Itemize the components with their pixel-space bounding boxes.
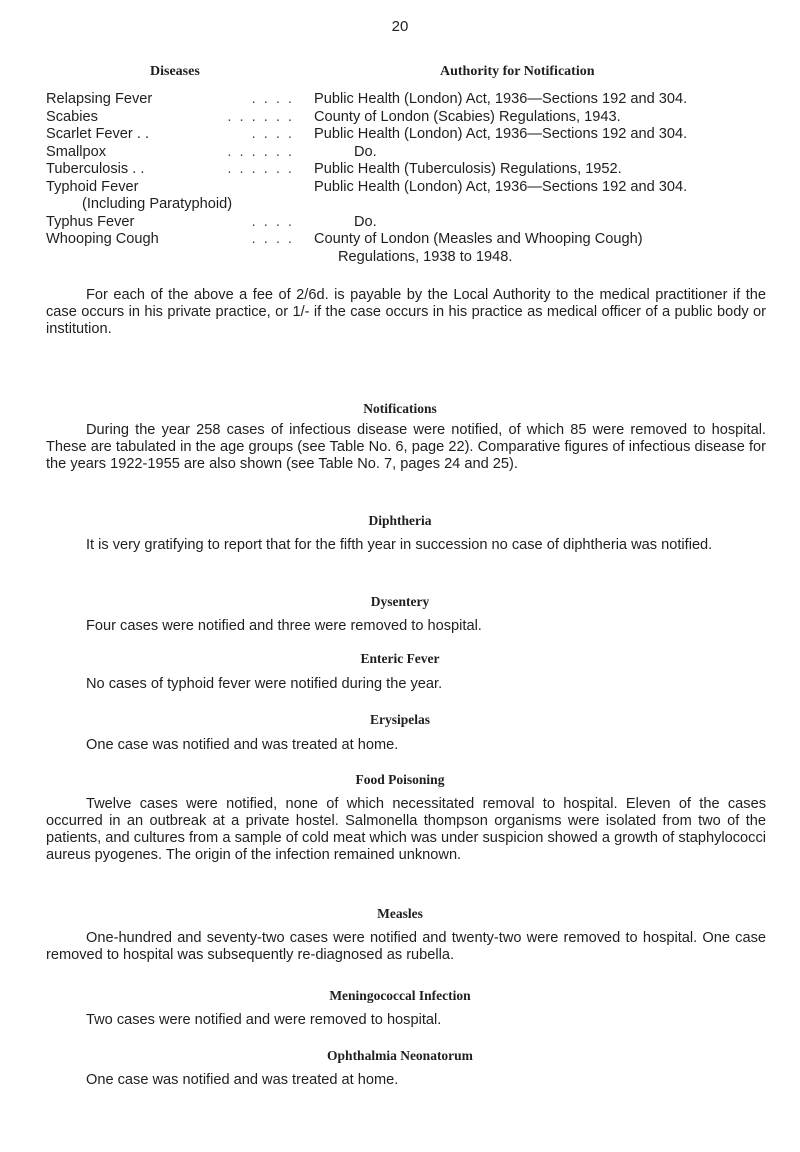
notification-table (46, 91, 772, 266)
section-text: Two cases were notified and were removed to hospital. (86, 1012, 442, 1028)
disease-name: Scabies (46, 108, 98, 125)
leader-dots: . . . . (251, 126, 294, 142)
authority-text: Do. (354, 143, 377, 160)
fee-paragraph-text: For each of the above a fee of 2/6d. is payable by the Local Authority to the medical practitioner if the case occurs in his private practice, or 1/- if the case occurs in his practice as medical officer of a public body or institution. (46, 287, 766, 337)
section-heading-food-poisoning: Food Poisoning (355, 772, 445, 787)
leader-dots: . . . . . . (227, 161, 294, 177)
table-row (46, 126, 772, 144)
section-heading-ophthalmia-neonatorum: Ophthalmia Neonatorum (327, 1048, 473, 1063)
disease-subtitle: (Including Paratyphoid) (82, 196, 233, 212)
section-heading-erysipelas: Erysipelas (369, 712, 430, 727)
authority-text: Do. (354, 213, 377, 230)
authority-text: County of London (Scabies) Regulations, 1943. (314, 108, 621, 125)
disease-name: Typhus Fever (46, 213, 135, 230)
section-body-diphtheria (46, 537, 766, 554)
leader-dots: . . . . . . (227, 143, 294, 160)
table-row (46, 214, 772, 232)
fee-paragraph (46, 287, 766, 338)
disease-name: Scarlet Fever . . (46, 126, 149, 142)
disease-name: Smallpox (46, 143, 107, 160)
authority-text: Public Health (London) Act, 1936—Sections 192 and 304. (314, 91, 688, 107)
section-body-meningococcal-infection (46, 1012, 766, 1029)
diseases-column-header: Diseases (150, 64, 200, 79)
authority-text-continued: Regulations, 1938 to 1948. (338, 248, 513, 265)
table-row (46, 109, 772, 127)
table-row (46, 91, 772, 109)
section-heading-meningococcal-infection: Meningococcal Infection (329, 988, 471, 1003)
disease-name: Typhoid Fever (46, 178, 139, 195)
leader-dots: . . . . . . (227, 108, 294, 125)
section-heading-measles: Measles (377, 906, 423, 921)
table-row (46, 161, 772, 179)
disease-name: Whooping Cough (46, 231, 159, 247)
disease-name: Tuberculosis . . (46, 161, 145, 177)
section-text: One case was notified and was treated at home. (86, 1072, 399, 1088)
authority-column-header: Authority for Notification (440, 64, 595, 79)
section-body-measles (46, 930, 766, 964)
authority-text: Public Health (Tuberculosis) Regulations, 1952. (314, 161, 622, 177)
disease-name: Relapsing Fever (46, 91, 153, 107)
section-text: One case was notified and was treated at home. (86, 737, 399, 753)
section-text: Twelve cases were notified, none of which necessitated removal to hospital. Eleven of the cases occurred in an outbreak at a private hostel. Salmonella thompson organisms were isolated from two of the patients, and cultures from a sample of cold meat which was under suspicion showed a growth of staphylococci aureus pyogenes. The origin of the infection remained unknown. (46, 796, 766, 863)
authority-text: County of London (Measles and Whooping Cough) (314, 231, 643, 247)
section-body-erysipelas (46, 737, 766, 754)
section-heading-notifications: Notifications (363, 401, 437, 416)
authority-text: Public Health (London) Act, 1936—Sections 192 and 304. (314, 126, 688, 142)
table-row (46, 179, 772, 214)
section-body-ophthalmia-neonatorum (46, 1072, 766, 1089)
leader-dots: . . . . (251, 213, 294, 230)
section-body-enteric-fever (46, 676, 766, 693)
table-row (46, 231, 772, 266)
section-heading-diphtheria: Diphtheria (368, 513, 432, 528)
section-body-food-poisoning (46, 796, 766, 864)
leader-dots: . . . . (251, 231, 294, 247)
section-text: It is very gratifying to report that for the fifth year in succession no case of diphtheria was notified. (86, 537, 713, 553)
page-number: 20 (391, 18, 409, 35)
section-text: Four cases were notified and three were removed to hospital. (86, 618, 482, 634)
section-heading-dysentery: Dysentery (370, 594, 430, 609)
section-text: During the year 258 cases of infectious disease were notified, of which 85 were removed to hospital. These are tabulated in the age groups (see Table No. 6, page 22). Comparative figures of infectious disease for the years 1922-1955 are also shown (see Table No. 7, pages 24 and 25). (46, 422, 766, 472)
leader-dots: . . . . (251, 91, 294, 107)
authority-text: Public Health (London) Act, 1936—Sections 192 and 304. (314, 178, 688, 195)
section-text: No cases of typhoid fever were notified during the year. (86, 676, 443, 692)
section-heading-enteric-fever: Enteric Fever (360, 651, 440, 666)
section-body-notifications (46, 422, 766, 473)
section-body-dysentery (46, 618, 766, 635)
section-text: One-hundred and seventy-two cases were notified and twenty-two were removed to hospital. One case removed to hospital was subsequently re-diagnosed as rubella. (46, 930, 766, 963)
table-row (46, 144, 772, 162)
